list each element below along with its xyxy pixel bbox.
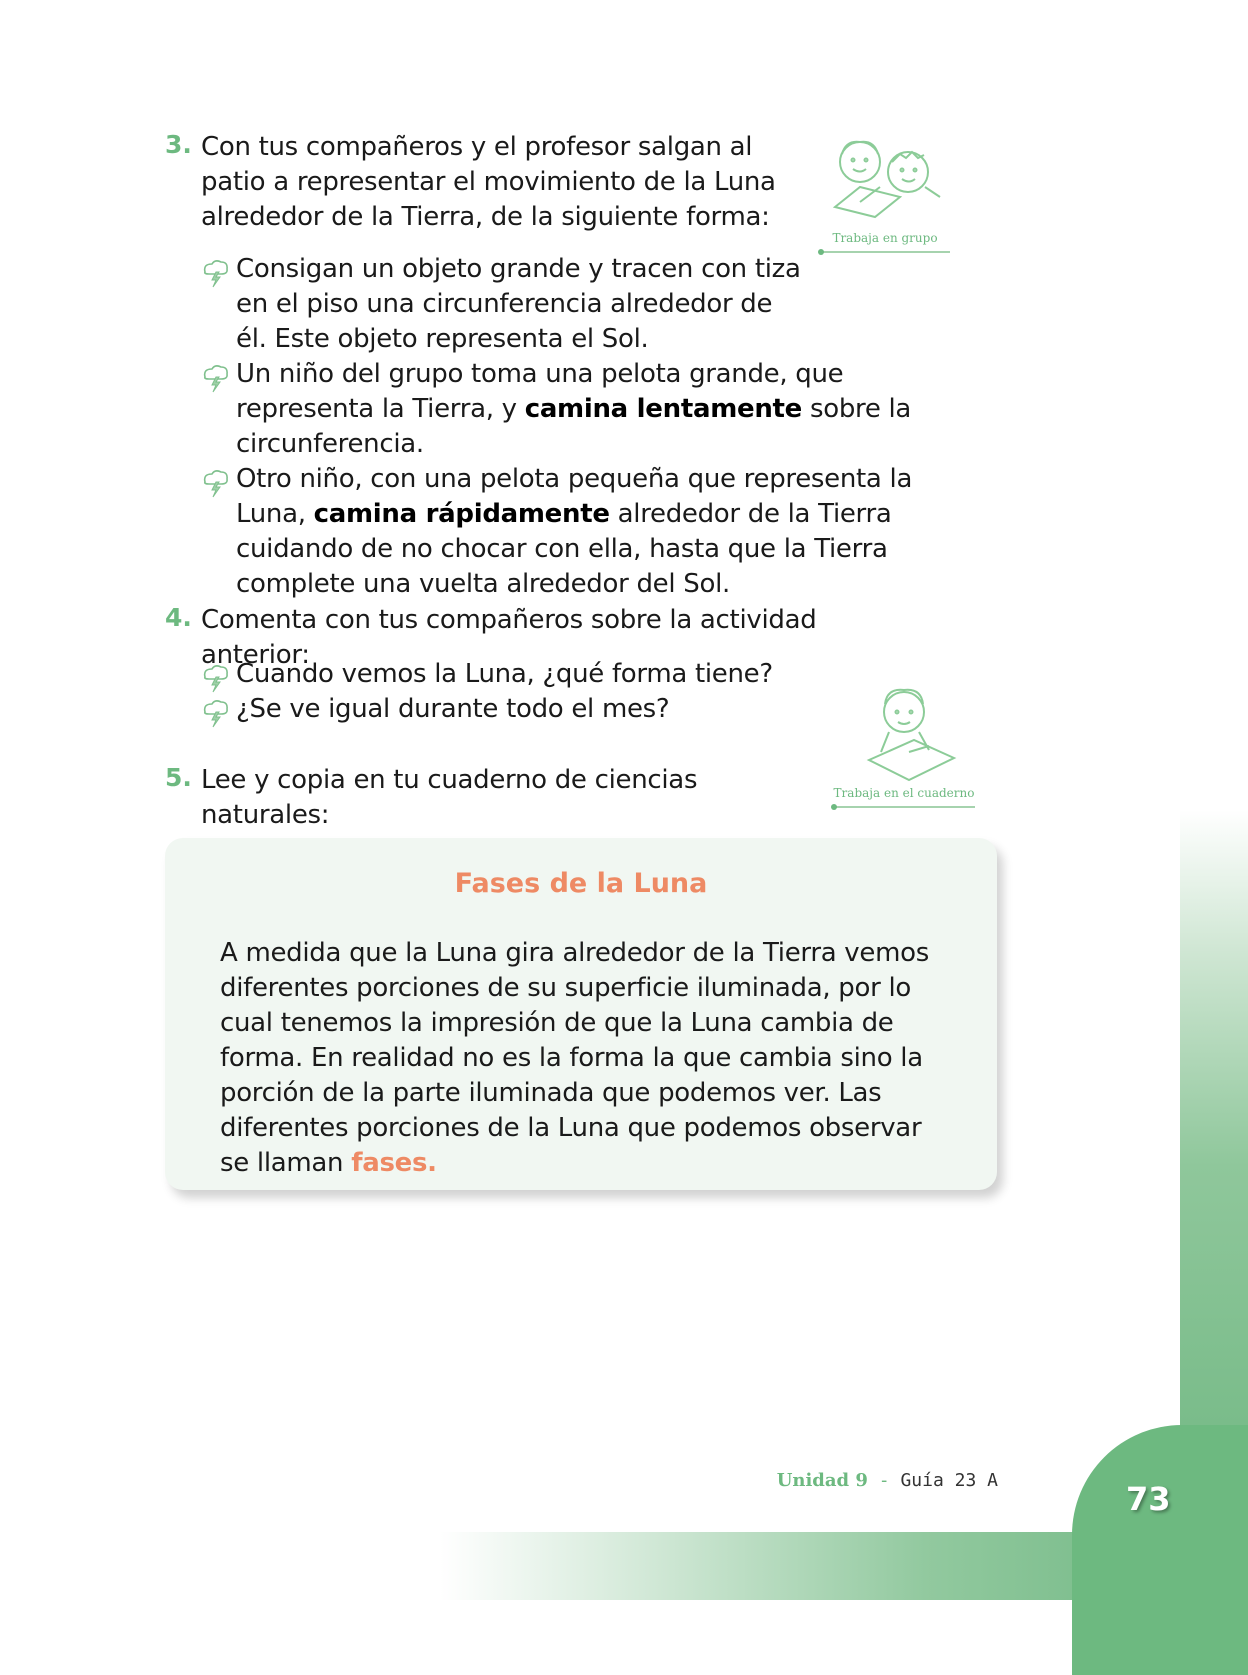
unit-label: Unidad 9	[776, 1470, 868, 1491]
step-text-end: sobre la circunferencia.	[236, 394, 912, 459]
activity-3-steps	[200, 252, 940, 602]
list-item	[200, 252, 806, 357]
list-item	[200, 692, 800, 727]
emphasis-text: camina lentamente	[524, 394, 802, 424]
work-in-notebook-badge	[833, 682, 975, 808]
badge-underline	[833, 806, 975, 808]
activity-3	[165, 130, 805, 235]
activity-5	[165, 763, 805, 833]
activity-number: 5.	[165, 763, 192, 792]
concept-text: A medida que la Luna gira alrededor de la Tierra vemos diferentes porciones de su superficie iluminada, por lo cual tenemos la impresión de que la Luna cambia de forma. En realidad no es la forma la que cambia sino la porción de la parte iluminada que podemos ver. Las diferentes porciones de la Luna que podemos observar se llaman	[220, 938, 929, 1178]
page-number: 73	[1126, 1480, 1171, 1518]
question-text: Cuando vemos la Luna, ¿qué forma tiene?	[236, 659, 773, 689]
lightning-cloud-icon	[200, 698, 230, 728]
list-item	[200, 357, 940, 462]
step-text-start: Otro niño, con una pelota pequeña que representa la Luna,	[236, 464, 913, 529]
highlighted-term: fases.	[351, 1148, 437, 1178]
footer-unit-guide	[777, 1470, 998, 1491]
badge-label: Trabaja en grupo	[832, 231, 938, 245]
activity-4-questions	[200, 657, 800, 727]
activity-5-text: Lee y copia en tu cuaderno de ciencias naturales:	[201, 765, 698, 830]
concept-box	[165, 838, 997, 1190]
guide-label: Guía 23 A	[900, 1470, 998, 1491]
activity-number: 3.	[165, 130, 192, 159]
step-text: Consigan un objeto grande y tracen con tiza en el piso una circunferencia alrededor de él. Este objeto representa el Sol.	[236, 254, 801, 354]
lightning-cloud-icon	[200, 363, 230, 393]
badge-label: Trabaja en el cuaderno	[833, 786, 975, 800]
question-text: ¿Se ve igual durante todo el mes?	[236, 694, 670, 724]
children-group-icon	[820, 132, 950, 227]
step-text-start: Un niño del grupo toma una pelota grande, que representa la Tierra, y	[236, 359, 844, 424]
activity-4-text: Comenta con tus compañeros sobre la actividad anterior:	[201, 605, 817, 670]
activity-3-text: Con tus compañeros y el profesor salgan al patio a representar el movimiento de la Luna alrededor de la Tierra, de la siguiente forma:	[201, 132, 776, 232]
footer-separator: -	[867, 1470, 901, 1491]
list-item	[200, 462, 940, 602]
list-item	[200, 657, 800, 692]
lightning-cloud-icon	[200, 258, 230, 288]
work-in-group-badge	[820, 132, 950, 253]
child-writing-icon	[849, 682, 959, 782]
concept-title: Fases de la Luna	[454, 868, 708, 899]
emphasis-text: camina rápidamente	[313, 499, 610, 529]
concept-body	[220, 936, 940, 1181]
page-number-tab	[1072, 1425, 1248, 1675]
activity-number: 4.	[165, 603, 192, 632]
step-text-end: alrededor de la Tierra cuidando de no chocar con ella, hasta que la Tierra complete una vuelta alrededor del Sol.	[236, 499, 892, 599]
lightning-cloud-icon	[200, 663, 230, 693]
lightning-cloud-icon	[200, 468, 230, 498]
